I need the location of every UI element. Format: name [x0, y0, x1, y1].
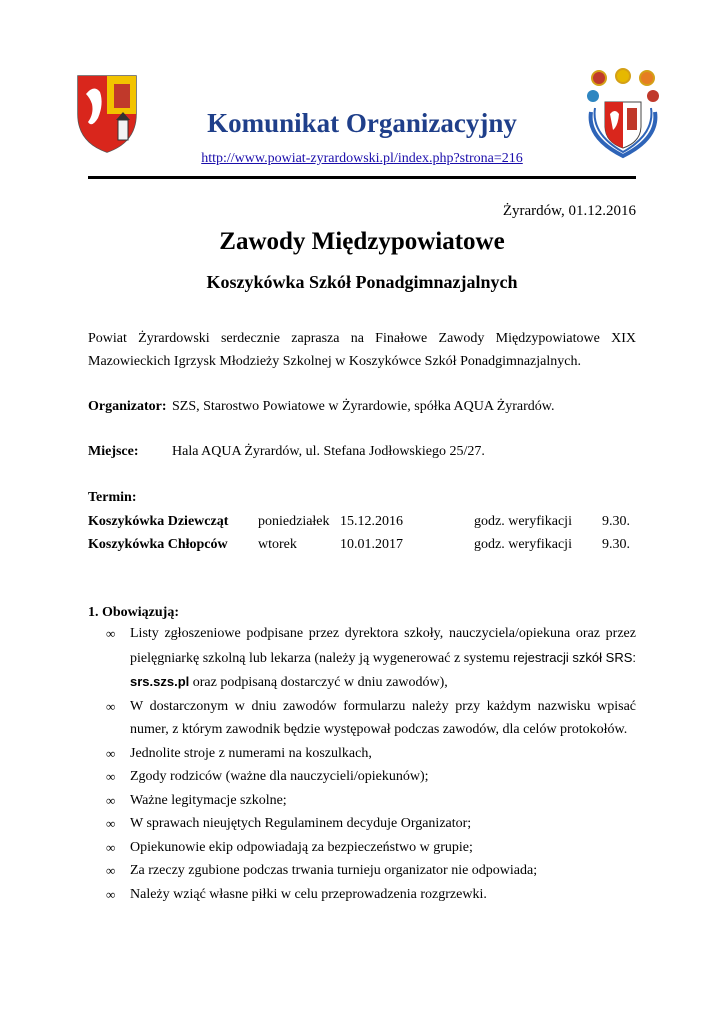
list-item-text: Opiekunowie ekip odpowiadają za bezpieczeństwo w grupie;: [130, 839, 473, 855]
list-item: [88, 742, 636, 766]
term-day: poniedziałek: [258, 514, 330, 529]
list-item: [88, 695, 636, 742]
list-item: [88, 789, 636, 813]
term-time: 9.30.: [602, 514, 630, 529]
term-category: Koszykówka Dziewcząt: [88, 514, 229, 529]
list-item: [88, 836, 636, 860]
bullet-icon: ∞: [106, 792, 116, 808]
term-time: 9.30.: [602, 537, 630, 552]
place-label: Miejsce:: [88, 444, 139, 459]
place-value: Hala AQUA Żyrardów, ul. Stefana Jodłowskiego 25/27.: [172, 444, 485, 459]
organizer-value: SZS, Starostwo Powiatowe w Żyrardowie, spółka AQUA Żyrardów.: [172, 399, 555, 414]
bullet-icon: ∞: [106, 839, 116, 855]
bullet-icon: ∞: [106, 769, 116, 784]
header-divider: [88, 176, 636, 179]
term-row: [88, 537, 636, 557]
list-item-text: Należy wziąć własne piłki w celu przeprowadzenia rozgrzewki.: [130, 886, 487, 902]
list-item: [88, 765, 636, 789]
system-name: rejestracji szkół SRS:: [513, 649, 637, 665]
list-item: [88, 859, 636, 883]
system-url: srs.szs.pl: [130, 674, 190, 689]
bullet-icon: ∞: [106, 863, 116, 878]
list-item: [88, 622, 636, 695]
term-category: Koszykówka Chłopców: [88, 537, 228, 552]
document-date: Żyrardów, 01.12.2016: [502, 203, 636, 219]
bullet-icon: ∞: [106, 816, 116, 831]
list-item-text: Ważne legitymacje szkolne;: [130, 792, 287, 808]
list-item-text: W sprawach nieujętych Regulaminem decyduje Organizator;: [130, 816, 472, 831]
intro-paragraph: Powiat Żyrardowski serdecznie zaprasza na Finałowe Zawody Międzypowiatowe XIX Mazowieckich Igrzysk Młodzieży Szkolnej w Koszykówce Szkół Ponadgimnazjalnych.: [88, 331, 636, 369]
bullet-icon: ∞: [106, 626, 116, 641]
bullet-icon: ∞: [106, 698, 116, 714]
term-date: 10.01.2017: [340, 537, 403, 552]
bullet-icon: ∞: [106, 745, 116, 761]
term-date: 15.12.2016: [340, 514, 403, 529]
section-title: 1. Obowiązują:: [88, 605, 179, 620]
term-row: [88, 514, 636, 534]
list-item-text: Listy zgłoszeniowe podpisane przez dyrektora szkoły, nauczyciela/opiekuna oraz przez pielęgniarkę szkolną lub lekarza (należy ją wygenerować z systemu: [130, 626, 636, 666]
event-heading: Zawody Międzypowiatowe: [219, 228, 505, 255]
term-label: Termin:: [88, 490, 137, 505]
list-item-text: W dostarczonym w dniu zawodów formularzu należy przy każdym nazwisku wpisać numer, z którym zawodnik będzie występował podczas zawodów, dla celów protokołów.: [130, 698, 636, 737]
organizer-label: Organizator:: [88, 399, 167, 414]
list-item-text: Jednolite stroje z numerami na koszulkach,: [130, 745, 372, 761]
requirements-list: [88, 622, 636, 906]
bullet-icon: ∞: [106, 886, 116, 902]
list-item-text: oraz podpisaną dostarczyć w dniu zawodów),: [192, 675, 448, 690]
term-verification: godz. weryfikacji: [474, 514, 572, 529]
term-day: wtorek: [258, 537, 297, 552]
term-verification: godz. weryfikacji: [474, 537, 572, 552]
page-title: Komunikat Organizacyjny: [207, 108, 517, 138]
list-item: [88, 812, 636, 836]
list-item-text: Zgody rodziców (ważne dla nauczycieli/opiekunów);: [130, 769, 429, 784]
list-item-text: Za rzeczy zgubione podczas trwania turnieju organizator nie odpowiada;: [130, 863, 538, 878]
website-link[interactable]: http://www.powiat-zyrardowski.pl/index.php?strona=216: [201, 151, 523, 166]
list-item: [88, 883, 636, 907]
event-subheading: Koszykówka Szkół Ponadgimnazjalnych: [206, 272, 518, 292]
